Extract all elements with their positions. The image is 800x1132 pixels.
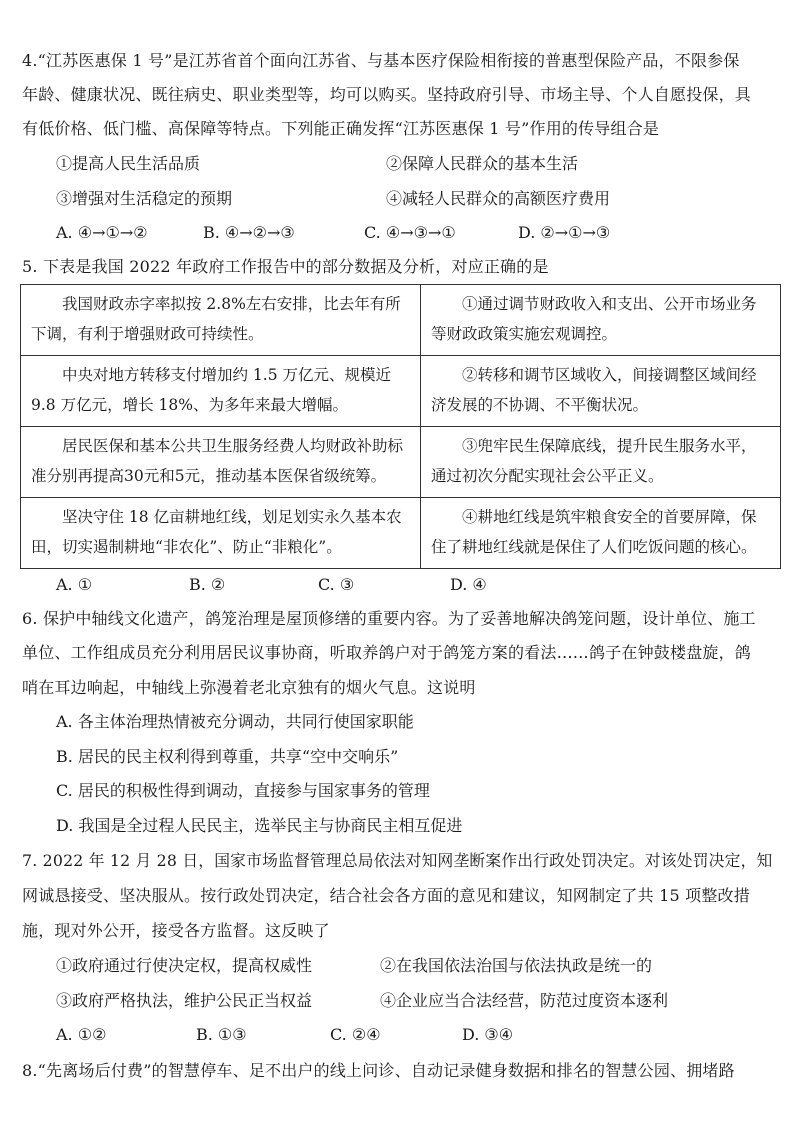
q7-choice-b[interactable]: B. ①③	[196, 1025, 247, 1044]
q6-choice-c[interactable]: C. 居民的积极性得到调动，直接参与国家事务的管理	[56, 781, 430, 800]
table-cell-left	[21, 427, 421, 498]
q7-item-2: ②在我国依法治国与依法执政是统一的	[380, 956, 653, 975]
q7-stem-line-2: 网诚恳接受、坚决服从。按行政处罚决定，结合社会各方面的意见和建议，知网制定了共 15 项整改措	[22, 886, 750, 905]
row-3-data: 居民医保和基本公共卫生服务经费人均财政补助标准分别再提高30元和5元，推动基本医保省级统筹。	[31, 437, 404, 485]
q6-choice-d[interactable]: D. 我国是全过程人民民主，选举民主与协商民主相互促进	[56, 816, 463, 835]
row-4-data: 坚决守住 18 亿亩耕地红线，划足划实永久基本农田，切实遏制耕地“非农化”、防止“非粮化”。	[31, 508, 402, 556]
q4-stem-line-2: 年龄、健康状况、既往病史、职业类型等，均可以购买。坚持政府引导、市场主导、个人自愿投保，具	[22, 85, 752, 104]
q5-data-table	[20, 284, 781, 569]
q6-choice-b[interactable]: B. 居民的民主权利得到尊重，共享“空中交响乐”	[56, 747, 399, 766]
q8-stem-line-1: 8.“先离场后付费”的智慧停车、足不出户的线上问诊、自动记录健身数据和排名的智慧公园、拥堵路	[22, 1061, 735, 1080]
table-cell-left	[21, 285, 421, 356]
row-4-analysis: ④耕地红线是筑牢粮食安全的首要屏障，保住了耕地红线就是保住了人们吃饭问题的核心。	[431, 508, 757, 556]
q6-stem-line-2: 单位、工作组成员充分利用居民议事协商，听取养鸽户对于鸽笼方案的看法……鸽子在钟鼓楼盘旋，鸽	[22, 643, 752, 662]
table-row	[21, 498, 781, 569]
q7-items-row-1	[0, 955, 800, 977]
q4-choice-a[interactable]: A. ④→①→②	[56, 223, 148, 242]
q6-choice-d-row	[0, 815, 800, 837]
table-cell-left	[21, 356, 421, 427]
q6-stem-line-1: 6. 保护中轴线文化遗产，鸽笼治理是屋顶修缮的重要内容。为了妥善地解决鸽笼问题，设计单位、施工	[22, 609, 756, 628]
row-3-analysis: ③兜牢民生保障底线，提升民生服务水平，通过初次分配实现社会公平正义。	[431, 437, 757, 485]
q4-items-row-1	[0, 153, 800, 175]
q6-choice-a[interactable]: A. 各主体治理热情被充分调动，共同行使国家职能	[56, 712, 414, 731]
q5-choice-a[interactable]: A. ①	[56, 575, 93, 594]
q7-choice-a[interactable]: A. ①②	[56, 1025, 107, 1044]
q6-choice-c-row	[0, 780, 800, 802]
q6-choice-a-row	[0, 711, 800, 733]
row-1-data: 我国财政赤字率拟按 2.8%左右安排，比去年有所下调，有利于增强财政可持续性。	[31, 295, 401, 343]
q4-item-4: ④减轻人民群众的高额医疗费用	[386, 189, 611, 208]
q7-stem-line-3: 施，现对外公开，接受各方监督。这反映了	[22, 921, 330, 940]
row-2-data: 中央对地方转移支付增加约 1.5 万亿元、规模近 9.8 万亿元，增长 18%、为多年来最大增幅。	[31, 366, 392, 414]
table-row	[21, 285, 781, 356]
table-row	[21, 356, 781, 427]
q7-item-1: ①政府通过行使决定权，提高权威性	[56, 956, 313, 975]
row-1-analysis: ①通过调节财政收入和支出、公开市场业务等财政政策实施宏观调控。	[431, 295, 757, 343]
q5-choice-d[interactable]: D. ④	[450, 575, 487, 594]
q4-stem-line-3: 有低价格、低门槛、高保障等特点。下列能正确发挥“江苏医惠保 1 号”作用的传导组合是	[22, 119, 660, 138]
q4-choice-b[interactable]: B. ④→②→③	[203, 223, 295, 242]
q4-item-1: ①提高人民生活品质	[56, 154, 201, 173]
q7-items-row-2	[0, 990, 800, 1012]
table-cell-right	[421, 427, 781, 498]
table-cell-right	[421, 356, 781, 427]
q5-choice-b[interactable]: B. ②	[189, 575, 226, 594]
q4-item-3: ③增强对生活稳定的预期	[56, 189, 233, 208]
table-cell-right	[421, 498, 781, 569]
row-2-analysis: ②转移和调节区域收入，间接调整区域间经济发展的不协调、不平衡状况。	[431, 366, 757, 414]
q4-items-row-2	[0, 188, 800, 210]
table-cell-right	[421, 285, 781, 356]
q4-choice-c[interactable]: C. ④→③→①	[364, 223, 456, 242]
q5-choice-c[interactable]: C. ③	[318, 575, 355, 594]
q4-choice-d[interactable]: D. ②→①→③	[518, 223, 611, 242]
q7-stem-line-1: 7. 2022 年 12 月 28 日，国家市场监督管理总局依法对知网垄断案作出行政处罚决定。对该处罚决定，知	[22, 851, 773, 870]
q7-item-4: ④企业应当合法经营，防范过度资本逐利	[380, 991, 669, 1010]
table-row	[21, 427, 781, 498]
q5-stem: 5. 下表是我国 2022 年政府工作报告中的部分数据及分析，对应正确的是	[22, 257, 549, 276]
q7-choice-c[interactable]: C. ②④	[330, 1025, 381, 1044]
q7-item-3: ③政府严格执法，维护公民正当权益	[56, 991, 313, 1010]
q7-choice-d[interactable]: D. ③④	[462, 1025, 514, 1044]
q6-choice-b-row	[0, 746, 800, 768]
q5-choices-row	[0, 574, 800, 596]
q4-choices-row	[0, 222, 800, 244]
q6-stem-line-3: 哨在耳边响起，中轴线上弥漫着老北京独有的烟火气息。这说明	[22, 678, 476, 697]
q7-choices-row	[0, 1024, 800, 1046]
q4-stem-line-1: 4.“江苏医惠保 1 号”是江苏省首个面向江苏省、与基本医疗保险相衔接的普惠型保险产品，不限参保	[22, 51, 740, 70]
q4-item-2: ②保障人民群众的基本生活	[386, 154, 579, 173]
table-cell-left	[21, 498, 421, 569]
